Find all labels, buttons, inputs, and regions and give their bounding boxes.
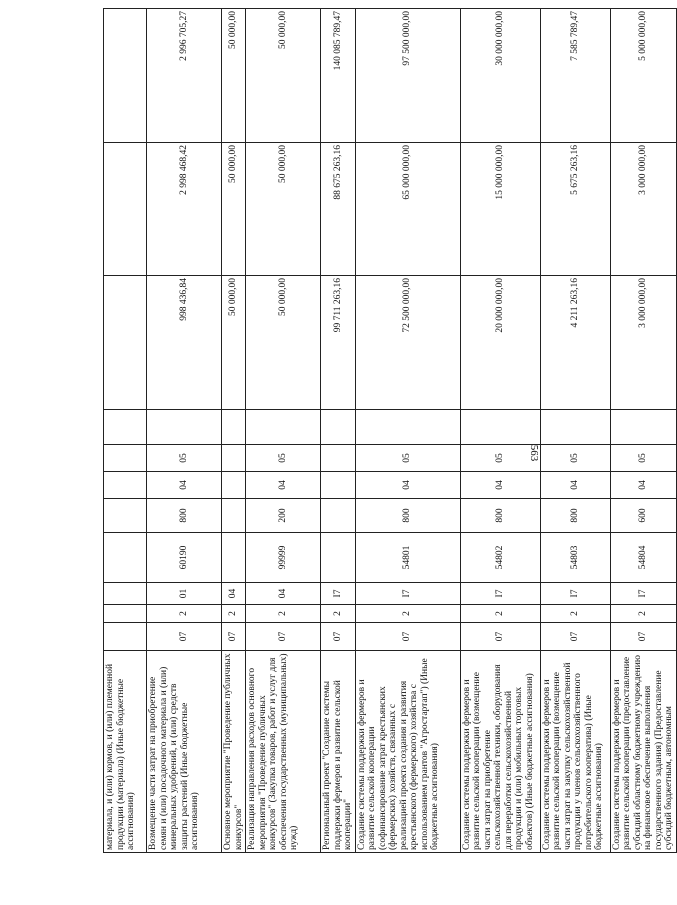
budget-table xyxy=(103,8,677,853)
code-cell: 07 xyxy=(246,623,321,651)
code-cell xyxy=(321,499,356,533)
code-cell xyxy=(222,533,246,583)
code-cell: 99999 xyxy=(246,533,321,583)
row-name-cell: Создание системы поддержки фермеров и развитие сельской кооперации (возмещение части затрат на закупку сельскохозяйственной продукции у членов сельскохозяйственного потребительского кооператива) (Иные бюджетные ассигнования) xyxy=(540,651,610,853)
code-cell: 05 xyxy=(460,445,540,472)
code-cell: I7 xyxy=(321,583,356,605)
code-cell: 05 xyxy=(246,445,321,472)
code-cell: 800 xyxy=(460,499,540,533)
code-cell: 04 xyxy=(460,472,540,499)
amount-cell: 65 000 000,00 xyxy=(355,143,460,276)
code-cell: I7 xyxy=(460,583,540,605)
row-name-cell: Региональный проект "Создание системы поддержки фермеров и развитие сельской кооперации" xyxy=(321,651,356,853)
table-row xyxy=(610,9,676,853)
code-cell xyxy=(104,499,147,533)
amount-cell xyxy=(104,143,147,276)
code-cell: 54801 xyxy=(355,533,460,583)
amount-cell: 5 675 263,16 xyxy=(540,143,610,276)
amount-cell: 88 675 263,16 xyxy=(321,143,356,276)
code-cell: 54804 xyxy=(610,533,676,583)
code-cell: 07 xyxy=(540,623,610,651)
row-name-cell: Создание системы поддержки фермеров и развитие сельской кооперации (предоставление субсидий областному бюджетному учреждению на финансовое обеспечение выполнения государственного задания) (Предоставление субсидий бюджетным, автономным xyxy=(610,651,676,853)
code-cell: 04 xyxy=(246,472,321,499)
code-cell xyxy=(104,623,147,651)
amount-cell: 99 711 263,16 xyxy=(321,276,356,410)
table-row xyxy=(321,9,356,853)
code-cell: 60190 xyxy=(147,533,222,583)
code-cell: 04 xyxy=(147,472,222,499)
code-cell: 800 xyxy=(540,499,610,533)
code-cell xyxy=(321,445,356,472)
code-cell: 2 xyxy=(321,605,356,623)
code-cell: I7 xyxy=(540,583,610,605)
code-cell: 07 xyxy=(610,623,676,651)
code-cell xyxy=(222,445,246,472)
amount-cell: 5 000 000,00 xyxy=(610,9,676,143)
code-cell: 07 xyxy=(321,623,356,651)
amount-cell: 72 500 000,00 xyxy=(355,276,460,410)
code-cell: 54803 xyxy=(540,533,610,583)
code-cell xyxy=(104,605,147,623)
code-cell xyxy=(321,472,356,499)
code-cell: 2 xyxy=(460,605,540,623)
amount-cell xyxy=(104,276,147,410)
code-cell: 2 xyxy=(610,605,676,623)
code-cell xyxy=(246,410,321,445)
row-name-cell: Реализация направления расходов основного мероприятия "Проведение публичных конкурсов" (Закупка товаров, работ и услуг для обеспечения государственных (муниципальных) нужд) xyxy=(246,651,321,853)
amount-cell: 140 085 789,47 xyxy=(321,9,356,143)
amount-cell: 97 500 000,00 xyxy=(355,9,460,143)
amount-cell: 3 000 000,00 xyxy=(610,276,676,410)
amount-cell: 2 996 705,27 xyxy=(147,9,222,143)
table-row xyxy=(246,9,321,853)
code-cell: I7 xyxy=(355,583,460,605)
code-cell: 05 xyxy=(610,445,676,472)
code-cell: 05 xyxy=(147,445,222,472)
code-cell: 05 xyxy=(540,445,610,472)
row-name-cell: Основное мероприятие "Проведение публичных конкурсов" xyxy=(222,651,246,853)
amount-cell: 50 000,00 xyxy=(222,9,246,143)
amount-cell: 30 000 000,00 xyxy=(460,9,540,143)
amount-cell: 50 000,00 xyxy=(246,9,321,143)
code-cell xyxy=(540,410,610,445)
code-cell xyxy=(355,410,460,445)
table-row xyxy=(222,9,246,853)
amount-cell: 50 000,00 xyxy=(246,276,321,410)
code-cell: 01 xyxy=(147,583,222,605)
code-cell xyxy=(610,410,676,445)
code-cell: 200 xyxy=(246,499,321,533)
row-name-cell: материала, и (или) кормов, и (или) племенной продукции (материала) (Иные бюджетные ассигнования) xyxy=(104,651,147,853)
code-cell: 04 xyxy=(610,472,676,499)
code-cell: 2 xyxy=(355,605,460,623)
code-cell: I7 xyxy=(610,583,676,605)
amount-cell: 3 000 000,00 xyxy=(610,143,676,276)
code-cell: 04 xyxy=(246,583,321,605)
amount-cell: 7 585 789,47 xyxy=(540,9,610,143)
code-cell: 07 xyxy=(222,623,246,651)
code-cell: 07 xyxy=(355,623,460,651)
code-cell xyxy=(104,472,147,499)
code-cell xyxy=(104,410,147,445)
code-cell xyxy=(104,533,147,583)
code-cell: 07 xyxy=(460,623,540,651)
code-cell xyxy=(321,533,356,583)
amount-cell: 4 211 263,16 xyxy=(540,276,610,410)
code-cell xyxy=(104,583,147,605)
code-cell: 04 xyxy=(222,583,246,605)
table-row xyxy=(147,9,222,853)
code-cell: 07 xyxy=(147,623,222,651)
code-cell: 2 xyxy=(222,605,246,623)
code-cell: 05 xyxy=(355,445,460,472)
amount-cell: 50 000,00 xyxy=(222,276,246,410)
code-cell: 2 xyxy=(147,605,222,623)
amount-cell: 20 000 000,00 xyxy=(460,276,540,410)
table-row xyxy=(540,9,610,853)
code-cell: 54802 xyxy=(460,533,540,583)
code-cell xyxy=(222,410,246,445)
table-row xyxy=(460,9,540,853)
amount-cell: 2 998 468,42 xyxy=(147,143,222,276)
code-cell: 800 xyxy=(355,499,460,533)
code-cell: 2 xyxy=(246,605,321,623)
code-cell xyxy=(222,499,246,533)
amount-cell: 50 000,00 xyxy=(222,143,246,276)
code-cell: 2 xyxy=(540,605,610,623)
table-row xyxy=(104,9,147,853)
code-cell xyxy=(321,410,356,445)
code-cell xyxy=(460,410,540,445)
page-number: 563 xyxy=(528,444,540,462)
code-cell xyxy=(147,410,222,445)
amount-cell: 998 436,84 xyxy=(147,276,222,410)
table-row xyxy=(355,9,460,853)
code-cell xyxy=(222,472,246,499)
code-cell: 04 xyxy=(355,472,460,499)
code-cell: 600 xyxy=(610,499,676,533)
row-name-cell: Возмещение части затрат на приобретение семян и (или) посадочного материала и (или) минеральных удобрений, и (или) средств защиты растений (Иные бюджетные ассигнования) xyxy=(147,651,222,853)
amount-cell: 15 000 000,00 xyxy=(460,143,540,276)
row-name-cell: Создание системы поддержки фермеров и развитие сельской кооперации (софинансирование затрат крестьянских (фермерских) хозяйств, связанных с реализацией проекта создания и развития крестьянского (фермерского) хозяйства с использованием грантов "Агростартап") (Иные бюджетные ассигнования) xyxy=(355,651,460,853)
rotated-budget-table-page xyxy=(103,9,674,853)
row-name-cell: Создание системы поддержки фермеров и развитие сельской кооперации (возмещение части затрат на приобретение сельскохозяйственной техники, оборудования для переработки сельскохозяйственной продукции и (или) мобильных торговых объектов) (Иные бюджетные ассигнования) xyxy=(460,651,540,853)
code-cell xyxy=(104,445,147,472)
amount-cell: 50 000,00 xyxy=(246,143,321,276)
code-cell: 04 xyxy=(540,472,610,499)
amount-cell xyxy=(104,9,147,143)
code-cell: 800 xyxy=(147,499,222,533)
